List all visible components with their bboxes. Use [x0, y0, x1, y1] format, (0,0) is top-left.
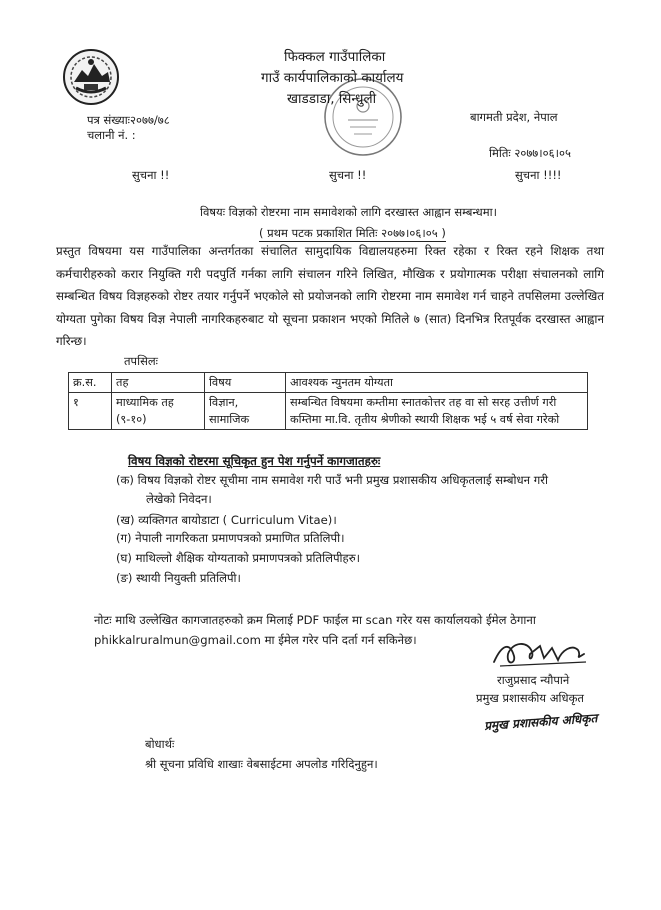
notice-center: सुचना !! [329, 168, 367, 182]
letter-date: मितिः २०७७।०६।०५ [489, 146, 571, 160]
doc-item-gha: (घ) माथिल्लो शैक्षिक योग्यताको प्रमाणपत्रको प्रतिलिपीहरु। [116, 551, 361, 565]
signatory-stamp: प्रमुख प्रशासकीय अधिकृत [483, 711, 598, 733]
cc-line: श्री सूचना प्रविधि शाखाः वेबसाईटमा अपलोड गरिदिनुहुन। [145, 757, 378, 771]
documents-heading: विषय विज्ञको रोष्टरमा सूचिकृत हुन पेश गर्नुपर्ने कागजातहरुः [128, 454, 381, 468]
row-level [112, 393, 205, 430]
row-subject: विज्ञान, सामाजिक [205, 393, 286, 430]
letterhead-line3: खाडडाडा, सिन्धुली [287, 91, 377, 107]
note-line2: phikkalruralmun@gmail.com मा ईमेल गरेर पनि दर्ता गर्न सकिनेछ। [94, 633, 417, 647]
row-sn: १ [69, 393, 112, 430]
table-header: क्र.स. [69, 373, 112, 393]
table-row [69, 393, 588, 430]
signatory-title: प्रमुख प्रशासकीय अधिकृत [476, 691, 584, 705]
table-header: विषय [205, 373, 286, 393]
row-level-line2: (९-१०) [116, 413, 147, 426]
table-header: आवश्यक न्युनतम योग्यता [286, 373, 588, 393]
row-qualification-line1: सम्बन्धित विषयमा कम्तीमा स्नातकोत्तर तह वा सो सरह उत्तीर्ण गरी [290, 396, 557, 409]
row-level-line1: माध्यामिक तह [116, 396, 174, 409]
signatory-name: राजुप्रसाद न्यौपाने [497, 673, 570, 687]
chalani-number: चलानी नं. : [87, 128, 136, 142]
province-label: बागमती प्रदेश, नेपाल [470, 110, 558, 124]
subject-line: विषयः विज्ञको रोष्टरमा नाम समावेशको लागि दरखास्त आह्वान सम्बन्धमा। [200, 205, 497, 219]
table-header-row [69, 373, 588, 393]
note-line1: नोटः माथि उल्लेखित कागजातहरुको क्रम मिलाई PDF फाईल मा scan गरेर यस कार्यालयको ईमेल ठेगाना [94, 613, 536, 627]
doc-item-ga: (ग) नेपाली नागरिकता प्रमाणपत्रको प्रमाणित प्रतिलिपी। [116, 531, 345, 545]
body-paragraph: प्रस्तुत विषयमा यस गाउँपालिका अन्तर्गतका संचालित सामुदायिक विद्यालयहरुमा रिक्त रहेका र रिक्त रहने शिक्षक तथा कर्मचारीहरुको करार नियुक्ति गरी पदपुर्ति गर्नका लागि संचालन गरिने लिखित, मौखिक र प्रयोगात्मक परीक्षा संचालनको लागि सम्बन्धित विषय विज्ञहरुको रोष्टर तयार गर्नुपर्ने भएकोले सो प्रयोजनको लागि रोष्टरमा नाम समावेश गर्न चाहने तपसिलमा उल्लेखित योग्यता पुगेका विषय विज्ञ नेपाली नागरिकहरुबाट यो सूचना प्रकाशन भएको मितिले ७ (सात) दिनभित्र रितपूर्वक दरखास्त आह्वान गरिन्छ। [56, 244, 604, 348]
doc-item-nga: (ङ) स्थायी नियुक्ती प्रतिलिपी। [116, 571, 241, 585]
table-header: तह [112, 373, 205, 393]
tapasil-label: तपसिलः [124, 354, 158, 368]
row-qualification [286, 393, 588, 430]
letterhead-line1: फिक्कल गाउँपालिका [284, 49, 386, 65]
doc-item-ka-cont: लेखेको निवेदन। [146, 492, 212, 506]
doc-item-kha: (ख) व्यक्तिगत बायोडाटा ( Curriculum Vitae)। [116, 513, 337, 527]
notice-right: सुचना !!!! [515, 168, 562, 182]
row-qualification-line2: कम्तिमा मा.वि. तृतीय श्रेणीको स्थायी शिक्षक भई ५ वर्ष सेवा गरेको [290, 413, 560, 426]
notice-left: सुचना !! [132, 168, 170, 182]
reference-number: पत्र संख्याः२०७७/७८ [87, 113, 170, 127]
signature-icon [488, 636, 593, 670]
cc-label: बोधार्थः [145, 737, 175, 751]
first-published-line: ( प्रथम पटक प्रकाशित मितिः २०७७।०६।०५ ) [259, 226, 446, 240]
qualification-table [68, 372, 588, 430]
nepal-emblem-icon [62, 48, 120, 106]
doc-item-ka: (क) विषय विज्ञको रोष्टर सूचीमा नाम समावेश गरी पाउँ भनी प्रमुख प्रशासकीय अधिकृतलाई सम्बोधन गरी [116, 473, 548, 487]
letterhead-line2: गाउँ कार्यपालिकाको कार्यालय [261, 70, 404, 86]
